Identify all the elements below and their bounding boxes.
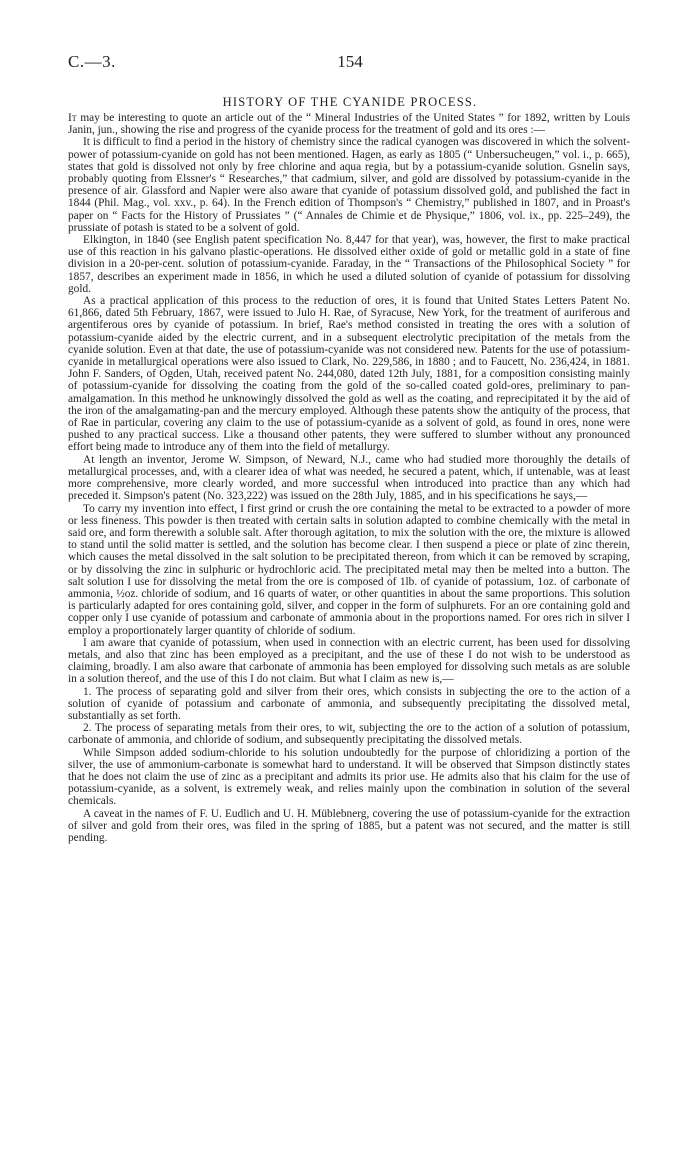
paragraph-caveat: A caveat in the names of F. U. Eudlich and U. H. Müblebnerg, covering the use of potassium-cyanide for the extraction of silver and gold from their ores, was filed in the spring of 1885, but a patent was not secured, and the matter is still pending. [68, 807, 630, 844]
paragraph-simpson: At length an inventor, Jerome W. Simpson, of Neward, N.J., came who had studied more thoroughly the details of metallurgical processes, and, with a clearer idea of what was needed, he secured a patent, which, if untenable, was at least more comprehensive, more clearly worded, and more successful when introduced into practice than any which had preceded it. Simpson's patent (No. 323,222) was issued on the 28th July, 1885, and in his specifications he says,— [68, 453, 630, 503]
paragraph-claims-intro: I am aware that cyanide of potassium, when used in connection with an electric current, has been used for dissolving metals, and also that zinc has been employed as a precipitant, and the use of these I do not wish to be understood as claiming, broadly. I am also aware that carbonate of ammonia has been employed for dissolving such metals as are soluble in a solution thereof, and the use of this I do not claim. But what I claim as new is,— [68, 636, 630, 686]
paragraph-commentary: While Simpson added sodium-chloride to his solution undoubtedly for the purpose of chloridizing a portion of the silver, the use of ammonium-carbonate is somewhat hard to understand. It will be observed that Simpson distinctly states that he does not claim the use of zinc as a precipitant and admits its prior use. He admits also that his claim for the use of potassium-cyanide, as a solvent, is extremely weak, and relies mainly upon the combination in solution of the several chemicals. [68, 746, 630, 808]
paragraph-intro-text: may be interesting to quote an article out of the “ Mineral Industries of the United States ” for 1892, written by Louis Janin, jun., showing the rise and progress of the cyanide process for the treatment of gold and its ores :— [68, 112, 630, 137]
paragraph-elkington: Elkington, in 1840 (see English patent specification No. 8,447 for that year), was, however, the first to make practical use of this reaction in his galvano plastic-operations. He dissolved either oxide of gold or metallic gold in a state of fine division in a 20-per-cent. solution of potassium-cyanide. Faraday, in the “ Transactions of the Philosophical Society ” for 1857, describes an experiment made in 1856, in which he used a diluted solution of cyanide of potassium for dissolving gold. [68, 234, 630, 295]
paragraph-lead-word: It [68, 112, 77, 124]
section-title: HISTORY OF THE CYANIDE PROCESS. [222, 95, 478, 109]
paragraph-patents: As a practical application of this process to the reduction of ores, it is found that United States Letters Patent No. 61,866, dated 5th February, 1867, were issued to Julo H. Rae, of Syracuse, New York, for the treatment of auriferous and argentiferous ores by cyanide of potassium. In brief, Rae's method consisted in treating the ores with a solution of potassium-cyanide aided by the electric current, and in a subsequent electrolytic precipitation of the metals from the cyanide solution. Even at that date, the use of potassium-cyanide was not considered new. Patents for the use of potassium-cyanide in metallurgical operations were also issued to Clark, No. 229,586, in 1880 ; and to Faucett, No. 236,424, in 1881. John F. Sanders, of Ogden, Utah, received patent No. 244,080, dated 12th July, 1881, for a composition consisting mainly of potassium-cyanide for dissolving the coating from the gold of the so-called coated gold-ores, preliminary to pan-amalgamation. In this method he unknowingly dissolved the gold as well as the coating, and reprecipitated it by the aid of the iron of the amalgamating-pan and the mercury employed. Although these patents show the antiquity of the process, that of Rae in particular, covering any claim to the use of potassium-cyanide as a solvent of gold, as found in ores, none were pushed to any practical success. Like a thousand other patents, they were suffered to slumber without any pronounced effort being made to introduce any of them into the field of metallurgy. [68, 295, 630, 454]
document-reference: C.—3. [68, 52, 116, 71]
paragraph-history: It is difficult to find a period in the history of chemistry since the radical cyanogen was discovered in which the solvent-power of potassium-cyanide on gold has not been mentioned. Hagen, as early as 1805 (“ Unbersucheugen,” vol. i., p. 665), states that gold is dissolved not only by free chlorine and aqua regia, but by a potassium-cyanide solution. Gsnelin says, probably quoting from Elssner's “ Researches,” that cadmium, silver, and gold are dissolved by potassium-cyanide in the presence of air. Glassford and Napier were also aware that cyanide of potassium dissolved gold, and published the fact in 1844 (Phil. Mag., vol. xxv., p. 64). In the French edition of Thompson's “ Chemistry,” published in 1807, and in Proast's paper on “ Facts for the History of Prussiates ” (“ Annales de Chimie et de Physique,” 1806, vol. ix., pp. 225–249), the prussiate of potash is stated to be a solvent of gold. [68, 136, 630, 234]
paragraph-specification: To carry my invention into effect, I first grind or crush the ore containing the metal to be extracted to a powder of more or less fineness. This powder is then treated with certain salts in solution adapted to combine chemically with the metal in said ore, and form therewith a soluble salt. After thorough agitation, to mix the solution with the ore, the mixture is allowed to stand until the solid matter is settled, and the solution has become clear. I then suspend a piece or plate of zinc therein, which causes the metal dissolved in the salt solution to be precipitated thereon, from which it can be removed by scraping, or by dissolving the zinc in sulphuric or hydrochloric acid. The precipitated metal may then be melted into a button. The salt solution I use for dissolving the metal from the ore is composed of 1lb. of cyanide of potassium, 1oz. of carbonate of ammonia, ½oz. chloride of sodium, and 16 quarts of water, or other quantities in about the same proportions. This solution is particularly adapted for ores containing gold, silver, and copper in the form of sulphurets. For an ore containing gold and copper only I use cyanide of potassium and carbonate of ammonia about in the proportions named. For ores rich in silver I employ a proportionately larger quantity of chloride of sodium. [68, 502, 630, 637]
paragraph-claim-1: 1. The process of separating gold and silver from their ores, which consists in subjecting the ore to the action of a solution of cyanide of potassium and carbonate of ammonia, and subsequently precipitating the dissolved metal, substantially as set forth. [68, 685, 630, 722]
article-body [68, 112, 630, 844]
paragraph-intro [68, 112, 630, 136]
page-number: 154 [337, 52, 363, 71]
paragraph-claim-2: 2. The process of separating metals from their ores, to wit, subjecting the ore to the action of a solution of potassium, carbonate of ammonia, and chloride of sodium, and subsequently precipitating the dissolved metals. [68, 722, 630, 747]
